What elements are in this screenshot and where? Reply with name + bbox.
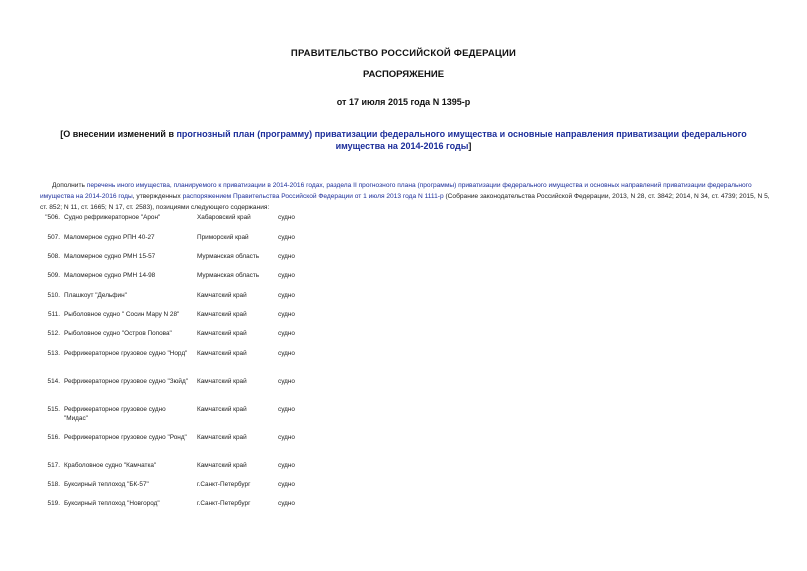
row-name: Краболовное судно "Камчатка" <box>64 462 157 469</box>
row-type: судно <box>278 350 295 357</box>
intro-text-1: Дополнить <box>52 182 87 189</box>
row-number: 519. <box>47 500 60 507</box>
row-region: Камчатский край <box>197 434 247 441</box>
row-region: Камчатский край <box>197 350 247 357</box>
row-number: 514. <box>47 378 60 385</box>
row-number: 513. <box>47 350 60 357</box>
row-type: судно <box>278 292 295 299</box>
row-region: Камчатский край <box>197 462 247 469</box>
title-suffix: ] <box>468 141 472 151</box>
row-number: 516. <box>47 434 60 441</box>
row-number: 518. <box>47 481 60 488</box>
row-region: Камчатский край <box>197 292 247 299</box>
row-name: Маломерное судно РПН 40-27 <box>64 234 155 241</box>
row-type: судно <box>278 481 295 488</box>
row-number: 512. <box>47 330 60 337</box>
row-number: 511. <box>48 311 60 318</box>
row-type: судно <box>278 234 295 241</box>
intro-text-2: , утвержденных <box>132 193 183 200</box>
row-name: Буксирный теплоход "БК-57" <box>64 481 149 488</box>
row-name: Рефрижераторное грузовое судно "Зюйд" <box>64 378 188 385</box>
row-region: Хабаровский край <box>197 214 251 221</box>
row-type: судно <box>278 406 295 413</box>
row-region: Камчатский край <box>197 378 247 385</box>
government-heading: ПРАВИТЕЛЬСТВО РОССИЙСКОЙ ФЕДЕРАЦИИ <box>290 48 517 59</box>
row-number: "506. <box>45 214 60 221</box>
row-number: 515. <box>47 406 60 413</box>
row-name: Рефрижераторное грузовое судно "Мидас" <box>64 406 166 422</box>
row-type: судно <box>278 378 295 385</box>
row-number: 510. <box>47 292 60 299</box>
row-type: судно <box>278 434 295 441</box>
row-region: Мурманская область <box>197 253 260 260</box>
title-prefix: [О внесении изменений в <box>60 129 177 139</box>
document-type-heading: РАСПОРЯЖЕНИЕ <box>362 69 445 80</box>
title-link[interactable]: прогнозный план (программу) приватизации федерального имущества и основные направления приватизации федерального имущества на 2014-2016 годы <box>176 129 747 151</box>
row-type: судно <box>278 311 295 318</box>
row-name: Буксирный теплоход "Новгород" <box>64 500 160 507</box>
row-region: Камчатский край <box>197 311 247 318</box>
row-number: 517. <box>47 462 60 469</box>
intro-link-order[interactable]: распоряжением Правительства Российской Федерации от 1 июля 2013 года N 1111-р <box>182 193 444 200</box>
row-region: Приморский край <box>197 234 249 241</box>
row-region: г.Санкт-Петербург <box>197 500 251 507</box>
row-region: Камчатский край <box>197 406 247 413</box>
row-name: Плашкоут "Дельфин" <box>64 292 127 299</box>
intro-paragraph <box>40 180 770 213</box>
row-name: Рефрижераторное грузовое судно "Ронд" <box>64 434 187 441</box>
row-number: 509. <box>47 272 60 279</box>
row-region: г.Санкт-Петербург <box>197 481 251 488</box>
document-date-number: от 17 июля 2015 года N 1395-р <box>336 97 471 107</box>
row-type: судно <box>278 253 295 260</box>
row-name: Рефрижераторное грузовое судно "Норд" <box>64 350 188 357</box>
row-type: судно <box>278 462 295 469</box>
document-title <box>40 128 767 152</box>
row-name: Судно рефрижераторное "Арон" <box>64 214 161 221</box>
row-name: Рыболовное судно "Остров Попова" <box>64 330 172 337</box>
row-type: судно <box>278 500 295 507</box>
intro-link-list[interactable]: перечень иного имущества, планируемого к приватизации в 2014-2016 годах, раздела II прогнозного плана (программы) приватизации федерального имущества и основных направлений приватизации федерального имущества на 2014-2016 годы <box>40 182 752 200</box>
row-type: судно <box>278 272 295 279</box>
row-number: 508. <box>47 253 60 260</box>
row-number: 507. <box>47 234 60 241</box>
row-type: судно <box>278 330 295 337</box>
intro-text-3: (Собрание законодательства Российской Федерации, 2013, N 28, ст. 3842; 2014, N 34, ст. 4739; 2015, N 5, ст. 852; N 11, ст. 1665; N 17, ст. 2583), позициями следующего содержания: <box>40 193 770 211</box>
row-name: Маломерное судно РМН 14-98 <box>64 272 156 279</box>
row-region: Мурманская область <box>197 272 260 279</box>
row-name: Маломерное судно РМН 15-57 <box>64 253 156 260</box>
row-type: судно <box>278 214 295 221</box>
row-region: Камчатский край <box>197 330 247 337</box>
row-name: Рыболовное судно " Сосин Мару N 28" <box>64 311 180 318</box>
